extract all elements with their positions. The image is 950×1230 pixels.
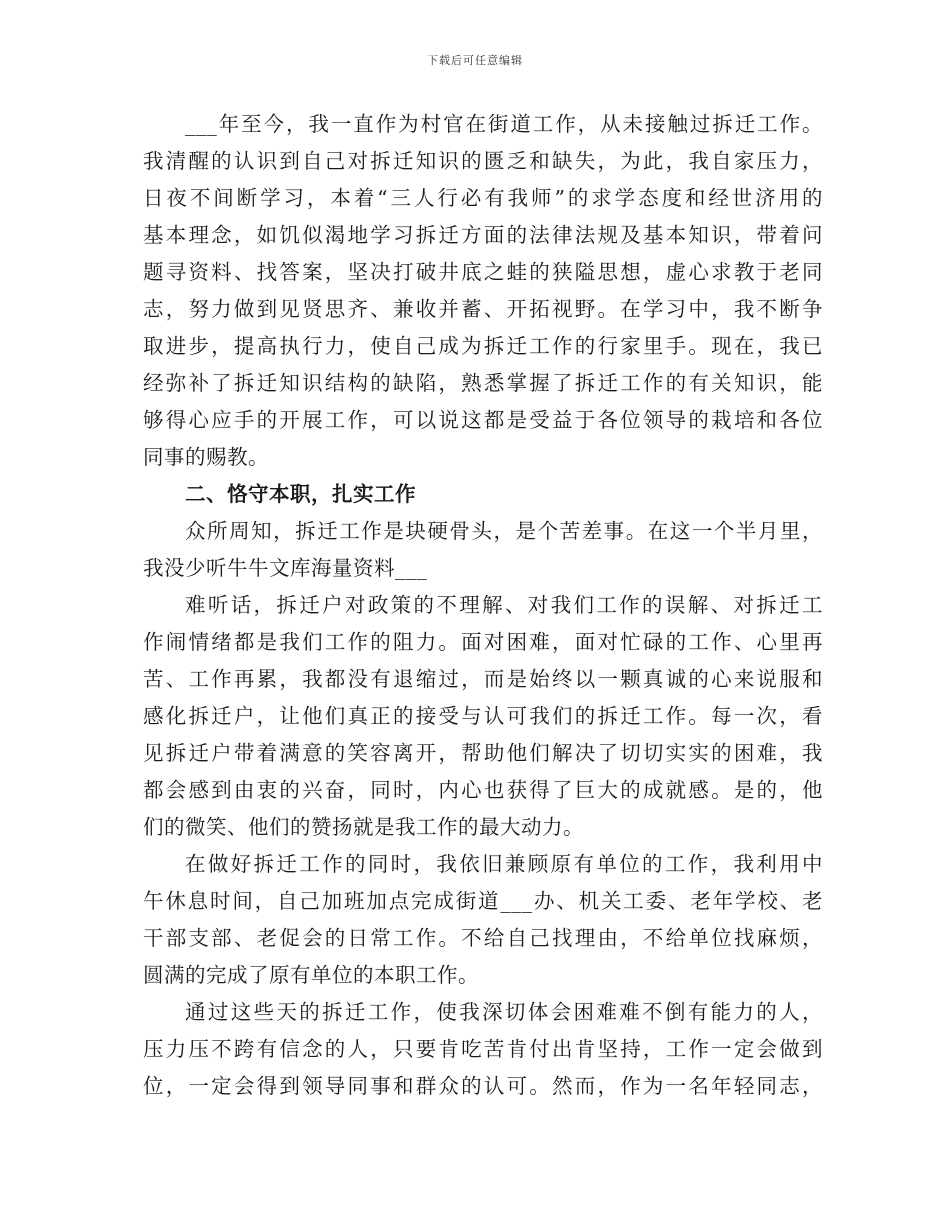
text-line: 题寻资料、找答案，坚决打破井底之蛙的狭隘思想，虚心求教于老同 [143, 260, 823, 284]
text-line: 苦、工作再累，我都没有退缩过，而是始终以一颗真诚的心来说服和 [143, 667, 823, 691]
text-line: 经弥补了拆迁知识结构的缺陷，熟悉掌握了拆迁工作的有关知识，能 [143, 371, 823, 395]
paragraph [143, 106, 823, 476]
text-line: 众所周知，拆迁工作是块硬骨头，是个苦差事。在这一个半月里， [185, 519, 823, 543]
text-line: 位，一定会得到领导同事和群众的认可。然而，作为一名年轻同志， [143, 1074, 823, 1098]
text-line: 通过这些天的拆迁工作，使我深切体会困难难不倒有能力的人， [185, 1000, 823, 1024]
text-line: ___年至今，我一直作为村官在街道工作，从未接触过拆迁工作。 [185, 112, 823, 136]
text-line: 我没少听牛牛文库海量资料___ [143, 556, 428, 580]
text-line: 基本理念，如饥似渴地学习拆迁方面的法律法规及基本知识，带着问 [143, 223, 823, 247]
section-heading [143, 476, 823, 513]
document-body [143, 106, 823, 1105]
text-line: 日夜不间断学习，本着“三人行必有我师”的求学态度和经世济用的 [143, 186, 823, 210]
text-line: 在做好拆迁工作的同时，我依旧兼顾原有单位的工作，我利用中 [185, 852, 823, 876]
text-line: 们的微笑、他们的赞扬就是我工作的最大动力。 [143, 815, 584, 839]
text-line: 难听话，拆迁户对政策的不理解、对我们工作的误解、对拆迁工 [185, 593, 823, 617]
text-line: 干部支部、老促会的日常工作。不给自己找理由，不给单位找麻烦， [143, 926, 823, 950]
paragraph [143, 513, 823, 587]
text-line: 见拆迁户带着满意的笑容离开，帮助他们解决了切切实实的困难，我 [143, 741, 823, 765]
text-line: 圆满的完成了原有单位的本职工作。 [143, 963, 479, 987]
paragraph [143, 846, 823, 994]
text-line: 我清醒的认识到自己对拆迁知识的匮乏和缺失，为此，我自家压力， [143, 149, 823, 173]
text-line: 都会感到由衷的兴奋，同时，内心也获得了巨大的成就感。是的，他 [143, 778, 823, 802]
text-line: 同事的赐教。 [143, 445, 269, 469]
page-header: 下载后可任意编辑 [427, 54, 523, 67]
text-line: 志，努力做到见贤思齐、兼收并蓄、开拓视野。在学习中，我不断争 [143, 297, 823, 321]
text-line: 感化拆迁户，让他们真正的接受与认可我们的拆迁工作。每一次，看 [143, 704, 823, 728]
paragraph [143, 994, 823, 1105]
paragraph [143, 587, 823, 846]
text-line: 午休息时间，自己加班加点完成街道___办、机关工委、老年学校、老 [143, 889, 823, 913]
text-line: 取进步，提高执行力，使自己成为拆迁工作的行家里手。现在，我已 [143, 334, 823, 358]
heading-text: 二、恪守本职，扎实工作 [185, 482, 416, 506]
text-line: 够得心应手的开展工作，可以说这都是受益于各位领导的栽培和各位 [143, 408, 823, 432]
text-line: 作闹情绪都是我们工作的阻力。面对困难，面对忙碌的工作、心里再 [143, 630, 823, 654]
text-line: 压力压不跨有信念的人，只要肯吃苦肯付出肯坚持，工作一定会做到 [143, 1037, 823, 1061]
